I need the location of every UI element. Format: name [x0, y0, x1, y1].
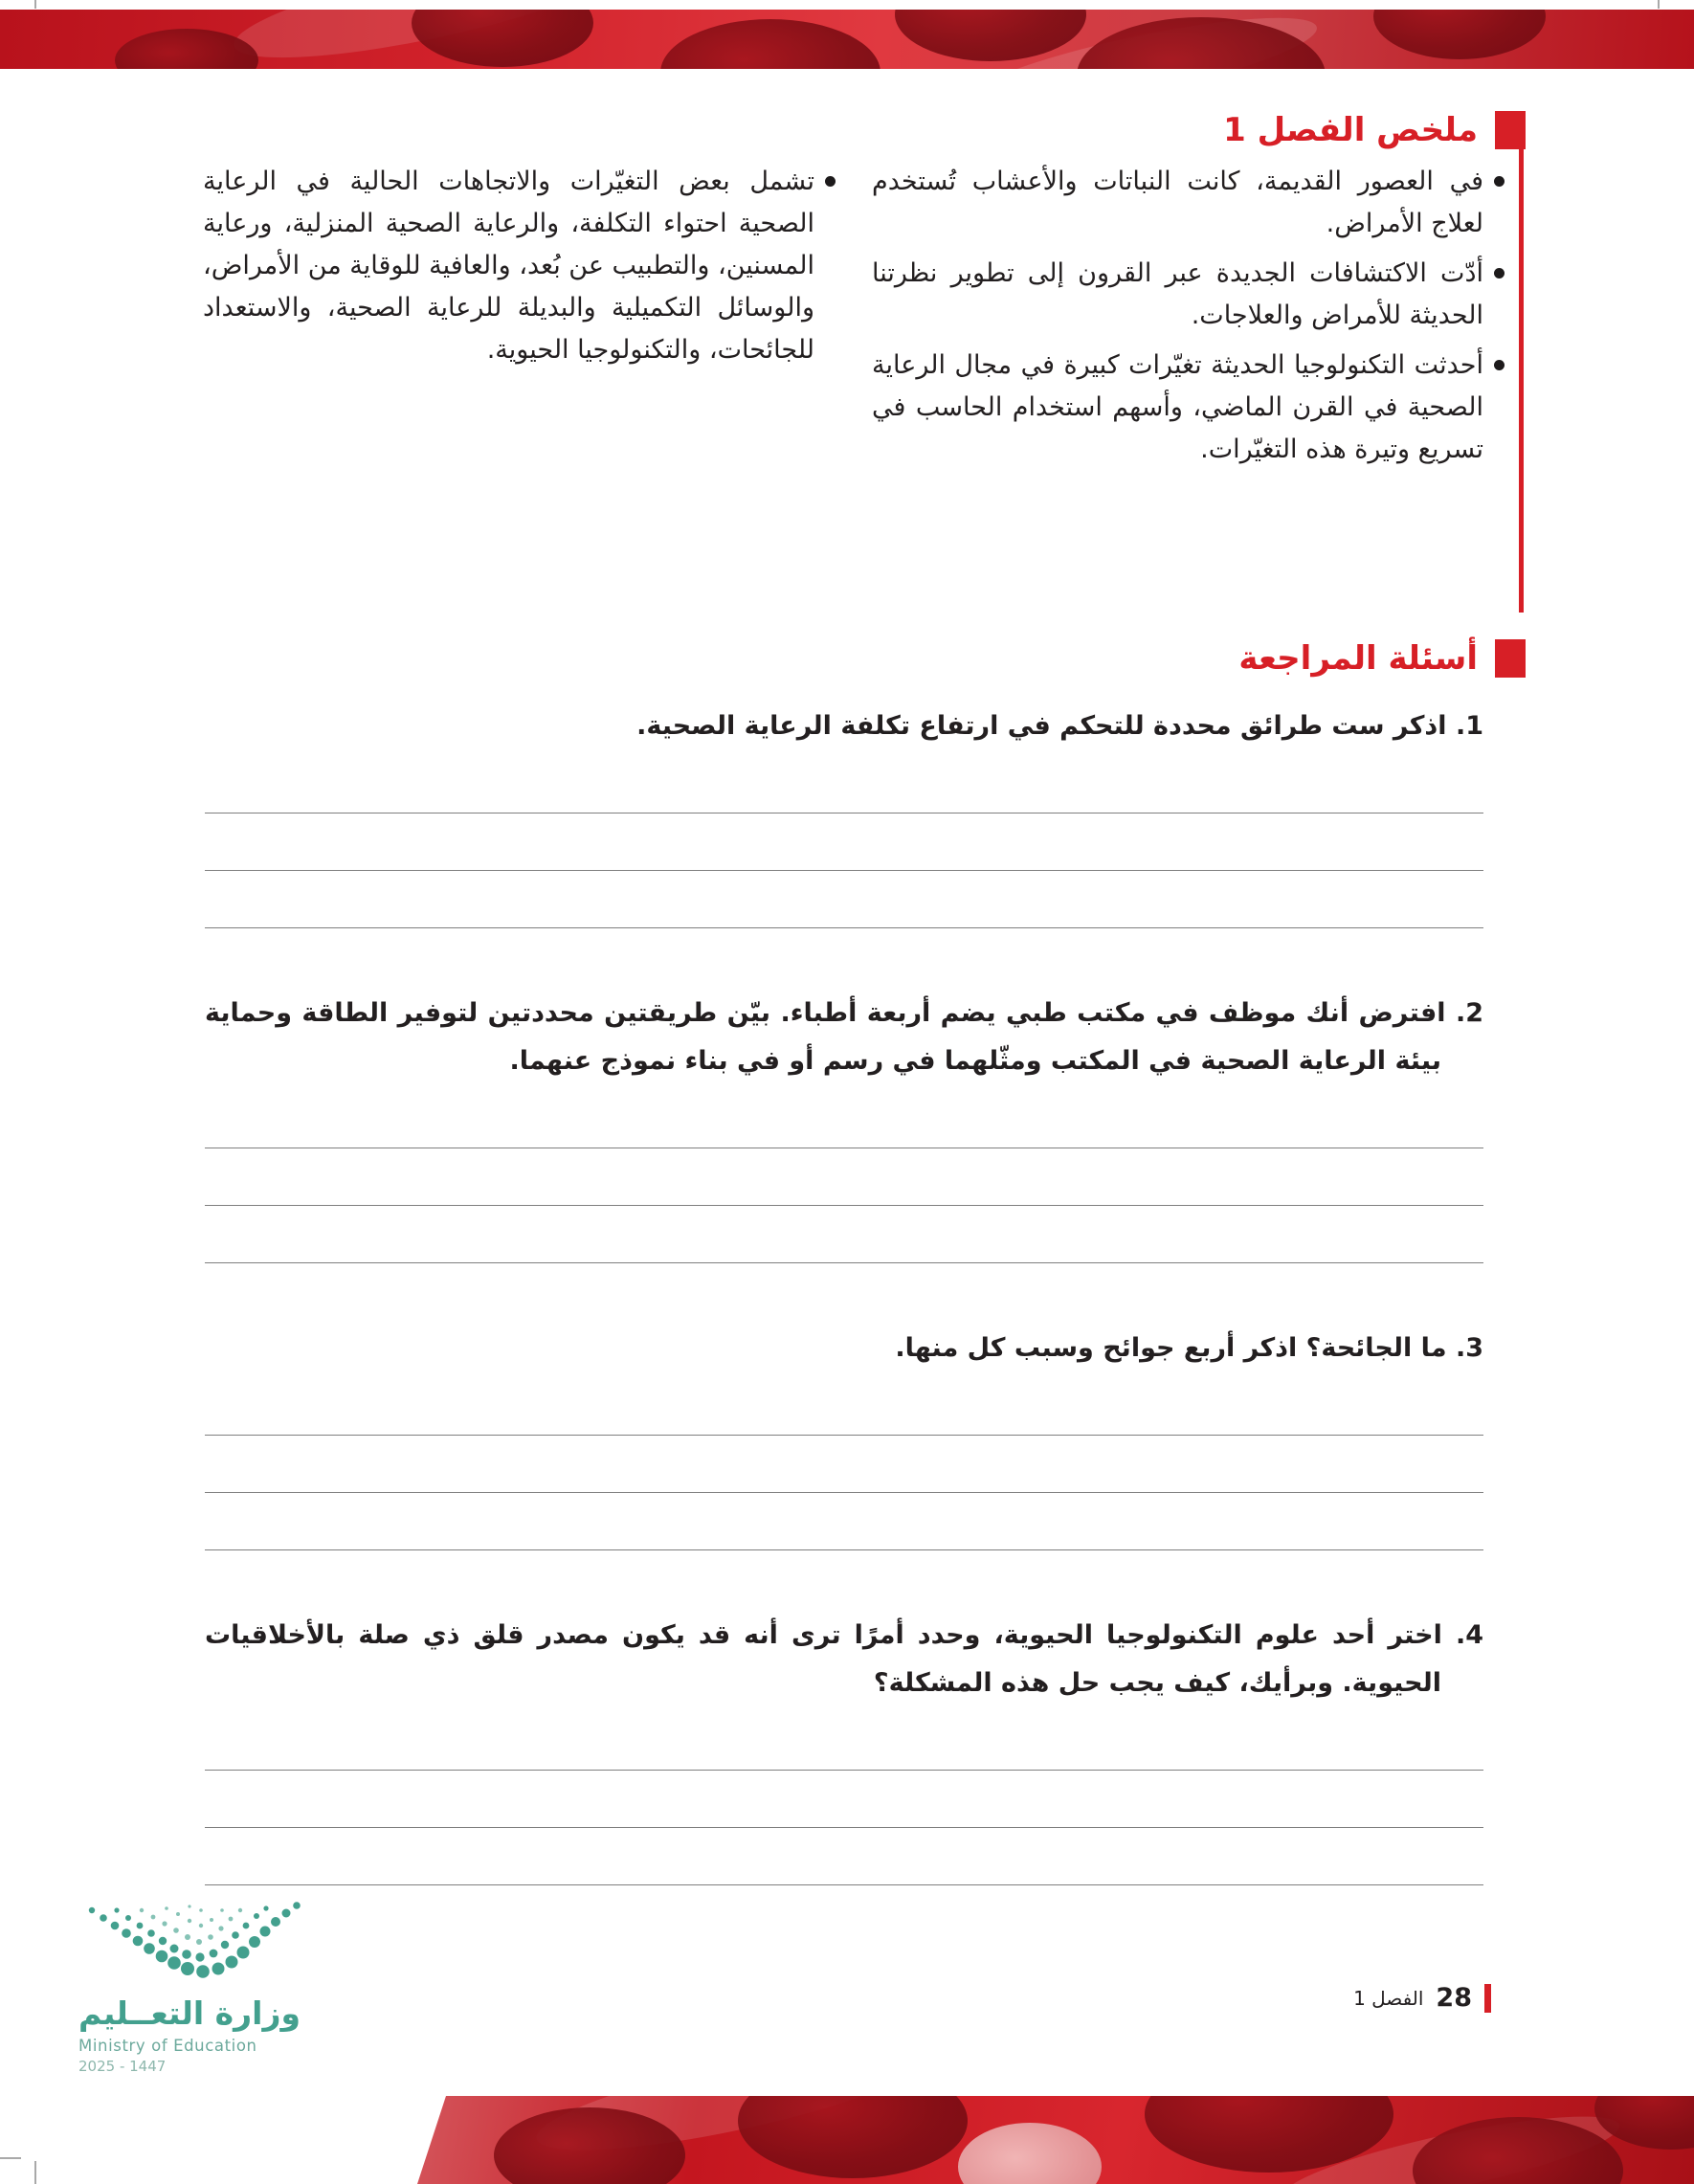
summary-column-right: [872, 161, 1506, 479]
ministry-logo-dots: [78, 1899, 333, 1991]
question-number: 4.: [1455, 1620, 1483, 1650]
blood-cell-shape: [1594, 2096, 1694, 2150]
bullet-dot-icon: [825, 176, 836, 187]
answer-line: [205, 1206, 1483, 1263]
summary-columns: [203, 161, 1506, 479]
question-body: اذكر ست طرائق محددة للتحكم في ارتفاع تكلفة الرعاية الصحية.: [636, 711, 1447, 741]
blood-cell-shape: [412, 10, 593, 67]
answer-lines: [205, 1091, 1483, 1263]
blood-cell-shape: [115, 29, 258, 69]
bullet-dot-icon: [1494, 176, 1505, 187]
question-number: 3.: [1455, 1333, 1483, 1363]
answer-lines: [205, 1378, 1483, 1550]
crop-mark: [1658, 0, 1660, 9]
question-text: [205, 1325, 1483, 1372]
summary-column-left: [203, 161, 837, 479]
question-body: ما الجائحة؟ اذكر أربع جوائح وسبب كل منها.: [895, 1333, 1447, 1363]
answer-line: [205, 1378, 1483, 1436]
review-questions: [205, 702, 1483, 1885]
blood-cell-shape: [958, 2123, 1102, 2184]
crop-mark: [0, 2157, 21, 2159]
chapter-label: الفصل 1: [1353, 1986, 1424, 2010]
question-number: 1.: [1455, 711, 1483, 741]
question-body: اختر أحد علوم التكنولوجيا الحيوية، وحدد أمرًا ترى أنه قد يكون مصدر قلق ذي صلة بالأخلاقيات الحيوية. وبرأيك، كيف يجب حل هذه المشكلة؟: [205, 1620, 1442, 1698]
bottom-decorative-band: [417, 2096, 1694, 2184]
blood-cell-shape: [1373, 10, 1546, 59]
answer-line: [205, 1771, 1483, 1828]
chapter-summary-title: ملخص الفصل 1: [1223, 111, 1478, 149]
answer-lines: [205, 756, 1483, 928]
bullet-item: [203, 161, 837, 371]
answer-line: [205, 1436, 1483, 1493]
question-1: [205, 702, 1483, 928]
answer-lines: [205, 1713, 1483, 1885]
bullet-text: أحدثت التكنولوجيا الحديثة تغيّرات كبيرة في مجال الرعاية الصحية في القرن الماضي، وأسهم استخدام الحاسب في تسريع وتيرة هذه التغيّرات.: [872, 350, 1483, 464]
question-text: [205, 702, 1483, 750]
ministry-logo-english: Ministry of Education: [78, 2037, 257, 2055]
ministry-logo-year: 2025 - 1447: [78, 2058, 167, 2075]
answer-line: [205, 756, 1483, 813]
question-number: 2.: [1455, 998, 1483, 1028]
answer-line: [205, 1828, 1483, 1885]
blood-cell-shape: [738, 2096, 968, 2178]
bullet-item: [872, 161, 1506, 245]
question-text: [205, 990, 1483, 1085]
bullet-dot-icon: [1494, 268, 1505, 279]
question-3: [205, 1325, 1483, 1550]
answer-line: [205, 813, 1483, 871]
review-section-marker: [1495, 639, 1526, 678]
question-text: [205, 1612, 1483, 1707]
page-footer: [1353, 1983, 1491, 2013]
page-number: 28: [1436, 1983, 1472, 2013]
top-decorative-band: [0, 10, 1694, 69]
summary-bullet-list-right: [872, 161, 1506, 471]
answer-line: [205, 1493, 1483, 1550]
bullet-item: [872, 345, 1506, 471]
answer-line: [205, 1091, 1483, 1148]
answer-line: [205, 871, 1483, 928]
blood-cell-shape: [895, 10, 1086, 61]
review-title: أسئلة المراجعة: [1238, 639, 1478, 678]
question-body: افترض أنك موظف في مكتب طبي يضم أربعة أطباء. بيّن طريقتين محددتين لتوفير الطاقة وحماية بيئة الرعاية الصحية في المكتب ومثّلهما في رسم أو في بناء نموذج عنهما.: [205, 998, 1446, 1076]
crop-mark: [34, 0, 36, 9]
answer-line: [205, 1713, 1483, 1771]
ministry-logo: [78, 1899, 333, 2075]
crop-mark: [34, 2161, 36, 2184]
bullet-dot-icon: [1494, 360, 1505, 370]
bullet-text: تشمل بعض التغيّرات والاتجاهات الحالية في الرعاية الصحية احتواء التكلفة، والرعاية الصحية المنزلية، ورعاية المسنين، والتطبيب عن بُعد، والعافية للوقاية من الأمراض، والوسائل التكميلية والبديلة للرعاية الصحية، والاستعداد للجائحات، والتكنولوجيا الحيوية.: [203, 167, 814, 365]
bullet-text: أدّت الاكتشافات الجديدة عبر القرون إلى تطوير نظرتنا الحديثة للأمراض والعلاجات.: [872, 258, 1483, 330]
summary-section-marker: [1495, 111, 1526, 149]
bullet-item: [872, 253, 1506, 337]
summary-bullet-list-left: [203, 161, 837, 371]
summary-red-rule: [1519, 149, 1524, 613]
bullet-text: في العصور القديمة، كانت النباتات والأعشاب تُستخدم لعلاج الأمراض.: [872, 167, 1483, 238]
question-2: [205, 990, 1483, 1263]
blood-cell-shape: [660, 19, 880, 69]
answer-line: [205, 1148, 1483, 1206]
question-4: [205, 1612, 1483, 1885]
ministry-logo-arabic: وزارة التعــليم: [78, 1995, 301, 2032]
footer-red-bar: [1484, 1984, 1491, 2013]
